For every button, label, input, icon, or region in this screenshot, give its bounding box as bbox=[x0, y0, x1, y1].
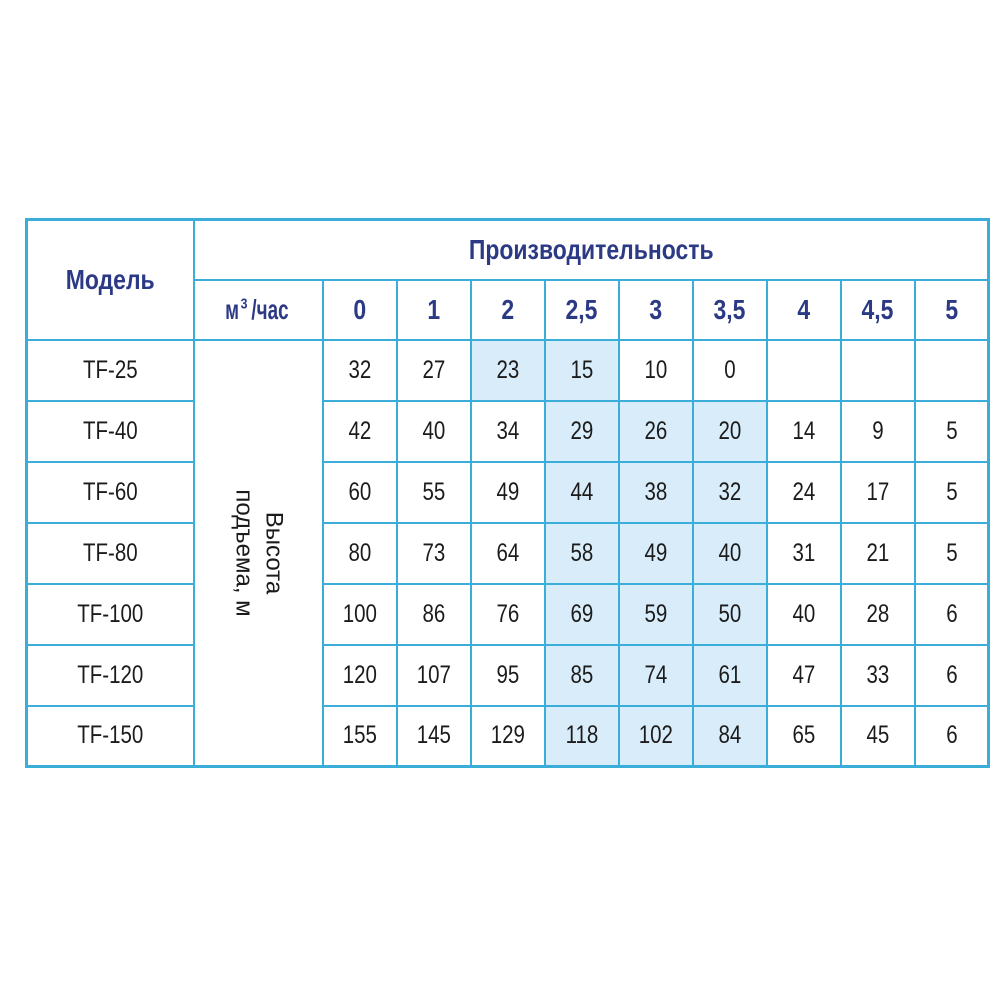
table-row bbox=[27, 584, 989, 645]
head-value-cell: 45 bbox=[841, 706, 915, 767]
head-value-cell: 23 bbox=[471, 340, 545, 401]
head-value-cell: 29 bbox=[545, 401, 619, 462]
head-value-cell: 34 bbox=[471, 401, 545, 462]
model-cell: TF-80 bbox=[27, 523, 194, 584]
flow-value-header: 5 bbox=[915, 280, 989, 340]
flow-value-header: 3 bbox=[619, 280, 693, 340]
model-cell: TF-40 bbox=[27, 401, 194, 462]
head-value-cell: 55 bbox=[397, 462, 471, 523]
head-value-cell: 26 bbox=[619, 401, 693, 462]
head-value-cell: 107 bbox=[397, 645, 471, 706]
head-value-cell: 40 bbox=[397, 401, 471, 462]
head-value-cell: 15 bbox=[545, 340, 619, 401]
head-value-cell: 14 bbox=[767, 401, 841, 462]
head-value-cell: 65 bbox=[767, 706, 841, 767]
head-value-cell: 61 bbox=[693, 645, 767, 706]
head-value-cell: 118 bbox=[545, 706, 619, 767]
model-cell: TF-100 bbox=[27, 584, 194, 645]
flow-value-header: 2 bbox=[471, 280, 545, 340]
model-cell: TF-25 bbox=[27, 340, 194, 401]
head-value-cell: 28 bbox=[841, 584, 915, 645]
head-value-cell: 5 bbox=[915, 462, 989, 523]
head-value-cell: 32 bbox=[693, 462, 767, 523]
head-value-cell bbox=[915, 340, 989, 401]
head-value-cell: 33 bbox=[841, 645, 915, 706]
head-value-cell: 73 bbox=[397, 523, 471, 584]
head-height-line2: подъема, м bbox=[230, 489, 258, 617]
head-value-cell: 6 bbox=[915, 645, 989, 706]
head-value-cell: 102 bbox=[619, 706, 693, 767]
head-value-cell: 32 bbox=[323, 340, 397, 401]
head-value-cell: 80 bbox=[323, 523, 397, 584]
head-value-cell: 145 bbox=[397, 706, 471, 767]
head-value-cell: 0 bbox=[693, 340, 767, 401]
table-row bbox=[27, 401, 989, 462]
flow-value-header: 4 bbox=[767, 280, 841, 340]
head-value-cell: 85 bbox=[545, 645, 619, 706]
table-row bbox=[27, 340, 989, 401]
head-value-cell: 17 bbox=[841, 462, 915, 523]
head-value-cell: 10 bbox=[619, 340, 693, 401]
head-value-cell: 47 bbox=[767, 645, 841, 706]
head-value-cell: 76 bbox=[471, 584, 545, 645]
table-row bbox=[27, 706, 989, 767]
head-value-cell: 6 bbox=[915, 706, 989, 767]
head-height-line1: Высота bbox=[260, 511, 288, 594]
head-value-cell: 155 bbox=[323, 706, 397, 767]
flow-value-header: 2,5 bbox=[545, 280, 619, 340]
flow-value-header: 4,5 bbox=[841, 280, 915, 340]
head-value-cell: 129 bbox=[471, 706, 545, 767]
model-cell: TF-60 bbox=[27, 462, 194, 523]
head-value-cell: 86 bbox=[397, 584, 471, 645]
head-value-cell: 24 bbox=[767, 462, 841, 523]
head-value-cell: 5 bbox=[915, 523, 989, 584]
head-value-cell: 5 bbox=[915, 401, 989, 462]
head-value-cell: 84 bbox=[693, 706, 767, 767]
flow-value-header: 1 bbox=[397, 280, 471, 340]
head-value-cell: 21 bbox=[841, 523, 915, 584]
head-value-cell: 64 bbox=[471, 523, 545, 584]
head-value-cell: 49 bbox=[471, 462, 545, 523]
head-value-cell: 42 bbox=[323, 401, 397, 462]
table-row bbox=[27, 645, 989, 706]
head-value-cell: 60 bbox=[323, 462, 397, 523]
head-value-cell: 40 bbox=[693, 523, 767, 584]
head-value-cell: 69 bbox=[545, 584, 619, 645]
head-value-cell: 20 bbox=[693, 401, 767, 462]
head-value-cell: 6 bbox=[915, 584, 989, 645]
table-row bbox=[27, 523, 989, 584]
unit-header: м $^3$ /час bbox=[194, 280, 323, 340]
head-value-cell: 40 bbox=[767, 584, 841, 645]
flow-value-header: 3,5 bbox=[693, 280, 767, 340]
head-value-cell: 38 bbox=[619, 462, 693, 523]
performance-header: Производительность bbox=[194, 220, 989, 280]
head-value-cell bbox=[841, 340, 915, 401]
pump-performance-table bbox=[25, 218, 990, 768]
head-value-cell: 95 bbox=[471, 645, 545, 706]
head-value-cell: 44 bbox=[545, 462, 619, 523]
head-value-cell: 27 bbox=[397, 340, 471, 401]
head-value-cell: 120 bbox=[323, 645, 397, 706]
model-header: Модель bbox=[27, 220, 194, 340]
head-value-cell: 74 bbox=[619, 645, 693, 706]
head-value-cell: 50 bbox=[693, 584, 767, 645]
head-value-cell: 31 bbox=[767, 523, 841, 584]
head-value-cell bbox=[767, 340, 841, 401]
head-value-cell: 58 bbox=[545, 523, 619, 584]
head-height-label bbox=[194, 340, 323, 767]
table-row bbox=[27, 462, 989, 523]
head-value-cell: 9 bbox=[841, 401, 915, 462]
head-value-cell: 100 bbox=[323, 584, 397, 645]
model-cell: TF-120 bbox=[27, 645, 194, 706]
flow-value-header: 0 bbox=[323, 280, 397, 340]
head-value-cell: 49 bbox=[619, 523, 693, 584]
model-cell: TF-150 bbox=[27, 706, 194, 767]
head-value-cell: 59 bbox=[619, 584, 693, 645]
